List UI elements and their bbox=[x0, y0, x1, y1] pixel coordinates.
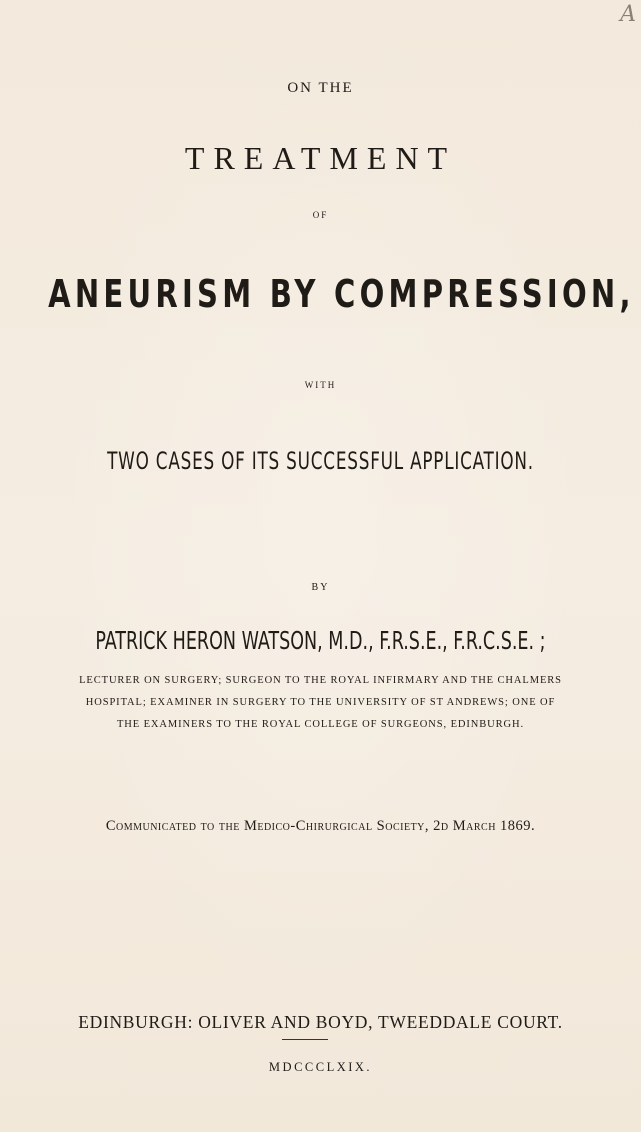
title-with: WITH bbox=[304, 380, 337, 390]
author-affiliation-line: LECTURER ON SURGERY; SURGEON TO THE ROYAL INFIRMARY AND THE CHALMERS bbox=[79, 675, 562, 686]
publisher-imprint: EDINBURGH: OLIVER AND BOYD, TWEEDDALE COURT. bbox=[78, 1012, 563, 1032]
publication-date: MDCCCLXIX. bbox=[268, 1060, 373, 1074]
title-of: OF bbox=[312, 210, 329, 220]
byline-by: BY bbox=[311, 582, 330, 593]
title-main: ANEURISM BY COMPRESSION, bbox=[48, 272, 635, 316]
communicated-note: Communicated to the Medico-Chirurgical Society, 2d March 1869. bbox=[105, 818, 536, 834]
title-prefix: ON THE bbox=[287, 80, 354, 96]
author-affiliation-line: HOSPITAL; EXAMINER IN SURGERY TO THE UNIVERSITY OF ST ANDREWS; ONE OF bbox=[85, 697, 556, 708]
author-affiliation-line: THE EXAMINERS TO THE ROYAL COLLEGE OF SURGEONS, EDINBURGH. bbox=[116, 719, 525, 730]
author-name: PATRICK HERON WATSON, M.D., F.R.S.E., F.R.C.S.E. ; bbox=[95, 626, 546, 655]
corner-handwritten-mark: A bbox=[620, 2, 635, 27]
imprint-rule bbox=[282, 1039, 328, 1040]
title-subtitle: TWO CASES OF ITS SUCCESSFUL APPLICATION. bbox=[107, 447, 534, 475]
title-treatment: TREATMENT bbox=[184, 140, 457, 176]
